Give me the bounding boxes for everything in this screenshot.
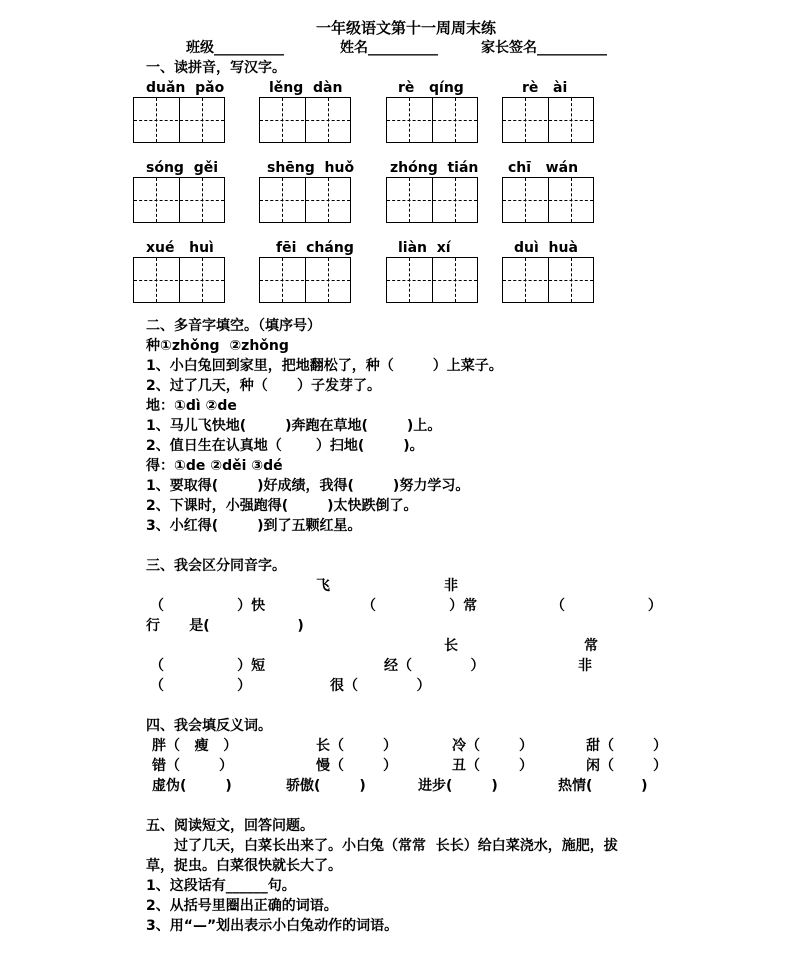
antonym-item: 胖（ 瘦 ） [152,738,238,754]
writing-grid[interactable] [133,177,225,223]
homophone-blank: （ ）快 [150,598,266,614]
writing-grid[interactable] [386,97,478,143]
writing-grid[interactable] [259,177,351,223]
section-5-heading: 五、阅读短文，回答问题。 [146,818,314,834]
pinyin-label: liàn xí [398,240,451,256]
question-line: 3、用“—”划出表示小白兔动作的词语。 [146,918,399,934]
reading-passage: 过了几天，白菜长出来了。小白兔（常常 长长）给白菜浇水，施肥，拔 [174,838,618,854]
polyphone-line: 得：①de ②děi ③dé [146,458,283,474]
homophone-char: 长 [444,638,458,654]
antonym-item: 热情( ) [558,778,648,794]
polyphone-line: 种①zhǒng ②zhǒng [146,338,289,354]
writing-grid[interactable] [502,177,594,223]
writing-grid[interactable] [386,257,478,303]
antonym-item: 闲（ ） [586,758,667,774]
antonym-item: 长（ ） [316,738,397,754]
question-line: 2、过了几天，种（ ）子发芽了。 [146,378,381,394]
pinyin-label: duǎn pǎo [146,80,225,96]
class-field[interactable]: 班级__________ [186,40,284,56]
antonym-item: 甜（ ） [586,738,667,754]
homophone-char: 非 [578,658,592,674]
writing-grid[interactable] [133,257,225,303]
antonym-item: 错（ ） [152,758,233,774]
pinyin-label: zhóng tián [390,160,479,176]
section-3-heading: 三、我会区分同音字。 [146,558,286,574]
writing-grid[interactable] [502,257,594,303]
homophone-blank: 行 是( ) [146,618,304,634]
antonym-item: 丑（ ） [452,758,533,774]
pinyin-label: fēi cháng [276,240,354,256]
antonym-item: 虚伪( ) [152,778,232,794]
question-line: 1、这段话有______句。 [146,878,296,894]
question-line: 1、马儿飞快地( )奔跑在草地( )上。 [146,418,442,434]
question-line: 1、小白兔回到家里，把地翻松了，种（ ）上菜子。 [146,358,503,374]
pinyin-label: shēng huǒ [267,160,355,176]
section-2-heading: 二、多音字填空。（填序号） [146,318,321,334]
homophone-blank: 很（ ） [330,678,431,694]
writing-grid[interactable] [259,97,351,143]
writing-grid[interactable] [133,97,225,143]
name-field[interactable]: 姓名__________ [340,40,438,56]
polyphone-line: 地：①dì ②de [146,398,237,414]
question-line: 3、小红得( )到了五颗红星。 [146,518,362,534]
homophone-blank: （ ） [150,678,252,694]
antonym-item: 进步( ) [418,778,498,794]
writing-grid[interactable] [386,177,478,223]
section-1-heading: 一、读拼音，写汉字。 [146,60,286,76]
question-line: 2、值日生在认真地（ ）扫地( )。 [146,438,424,454]
page-title: 一年级语文第十一周周末练 [316,19,497,37]
pinyin-label: chī wán [508,160,579,176]
question-line: 2、下课时，小强跑得( )太快跌倒了。 [146,498,418,514]
writing-grid[interactable] [259,257,351,303]
antonym-item: 冷（ ） [452,738,533,754]
homophone-char: 常 [584,638,598,654]
homophone-blank: （ ）常 [362,598,478,614]
antonym-item: 慢（ ） [316,758,397,774]
parent-signature-field[interactable]: 家长签名__________ [481,40,607,56]
section-4-heading: 四、我会填反义词。 [146,718,272,734]
reading-passage: 草，捉虫。白菜很快就长大了。 [146,858,342,874]
pinyin-label: rè ài [522,80,568,96]
homophone-blank: （ ） [551,598,662,614]
pinyin-label: xué huì [146,240,214,256]
question-line: 2、从括号里圈出正确的词语。 [146,898,338,914]
writing-grid[interactable] [502,97,594,143]
homophone-blank: 经（ ） [384,658,485,674]
pinyin-label: lěng dàn [269,80,343,96]
pinyin-label: duì huà [514,240,578,256]
homophone-char: 非 [444,578,458,594]
homophone-char: 飞 [316,578,330,594]
pinyin-label: rè qíng [398,80,464,96]
homophone-blank: （ ）短 [150,658,266,674]
question-line: 1、要取得( )好成绩，我得( )努力学习。 [146,478,470,494]
antonym-item: 骄傲( ) [286,778,366,794]
pinyin-label: sóng gěi [146,160,219,176]
